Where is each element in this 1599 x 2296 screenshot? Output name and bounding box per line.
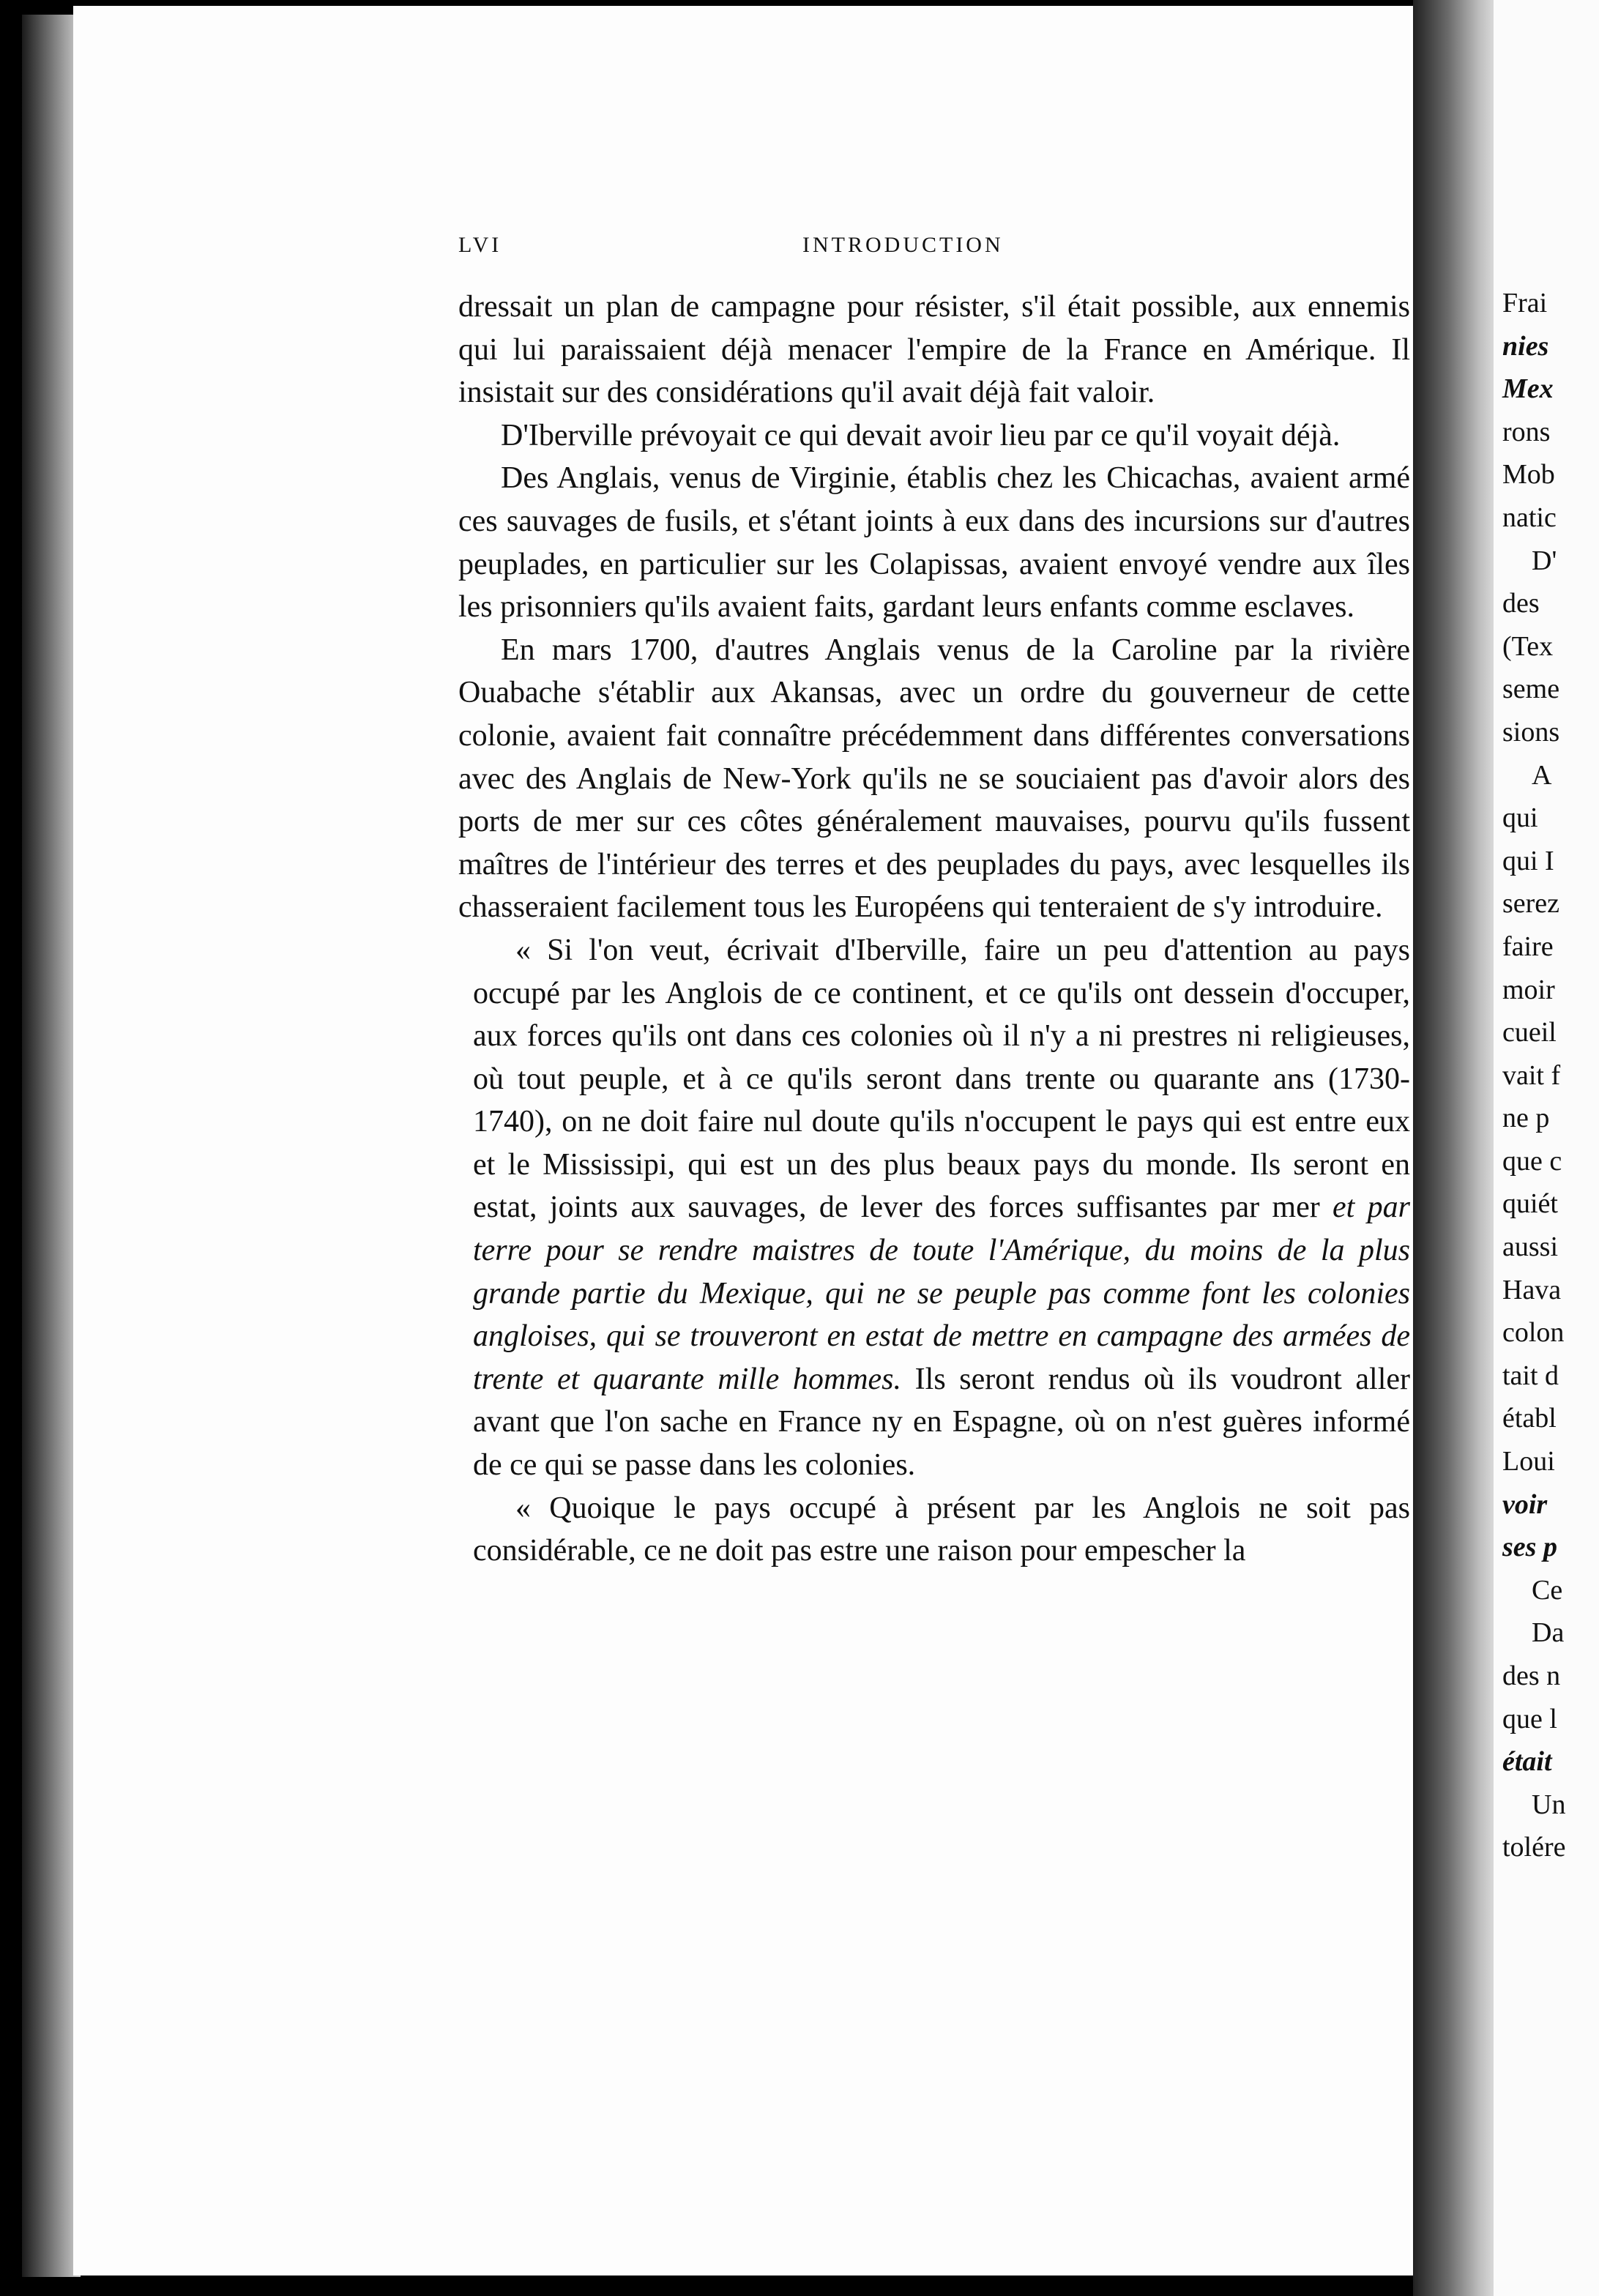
paragraph: D'Iberville prévoyait ce qui devait avoir lieu par ce qu'il voyait déjà. xyxy=(501,418,1341,452)
facing-line: tolére xyxy=(1502,1832,1566,1863)
facing-line: faire xyxy=(1502,931,1554,962)
facing-line: (Tex xyxy=(1502,630,1554,662)
quoted-paragraph: « Quoique le pays occupé à présent par les Anglois ne soit pas considérable, ce ne doit pas estre une raison pour empescher la xyxy=(473,1491,1410,1568)
facing-line: était xyxy=(1502,1746,1552,1778)
quote-italic-text: et par terre pour se rendre maistres de toute l'Amérique, du moins de la plus grande partie du Mexique, qui ne se peuple pas comme font les colonies angloises, qui se trouveront en estat de mettre en campagne des armées de trente et quarante mille hommes. xyxy=(473,1190,1411,1396)
quote-text: Ils seront rendus où ils voudront aller avant que l'on sache en France ny en Espagne, où on n'est guères informé de ce qui se passe dans les colonies. xyxy=(473,1362,1411,1483)
quote-text: « Si l'on veut, écrivait d'Iberville, faire un peu d'attention au pays occupé par les Anglois de ce continent, et ce qu'ils ont dessein d'occuper, aux forces qu'ils ont dans ces colonies où il n'y a ni prestres ni religieuses, où tout peuple, et à ce qu'ils seront dans trente ou quarante ans (1730-1740), on ne doit faire nul doute qu'ils n'occupent le pays qui est entre eux et le Mississipi, qui est un des plus beaux pays du monde. Ils seront en estat, joints aux sauvages, de lever des forces suffisantes par mer xyxy=(473,933,1410,1225)
facing-line: nies xyxy=(1502,330,1549,362)
page-body xyxy=(458,286,1410,1573)
facing-line: Da xyxy=(1532,1617,1565,1649)
paragraph: Des Anglais, venus de Virginie, établis chez les Chicachas, avaient armé ces sauvages de fusils, et s'étant joints à eux dans des incursions sur d'autres peuplades, en particulier sur les Colapissas, avaient envoyé vendre aux îles les prisonniers qu'ils avaient faits, gardant leurs enfants comme esclaves. xyxy=(458,461,1410,625)
facing-line: seme xyxy=(1502,674,1560,705)
facing-line: qui xyxy=(1502,802,1538,834)
facing-line: Un xyxy=(1532,1789,1566,1820)
page-number: LVI xyxy=(458,233,502,257)
facing-line: moir xyxy=(1502,974,1555,1005)
facing-line: Frai xyxy=(1502,288,1548,318)
facing-line: Loui xyxy=(1502,1446,1555,1477)
quoted-paragraph xyxy=(458,929,1410,1487)
running-title: INTRODUCTION xyxy=(802,233,1004,257)
facing-line: D' xyxy=(1532,545,1557,576)
facing-line: quiét xyxy=(1502,1188,1558,1220)
facing-line: ne p xyxy=(1502,1103,1550,1134)
paragraph: En mars 1700, d'autres Anglais venus de la Caroline par la rivière Ouabache s'établir aux Akansas, avec un ordre du gouverneur de cette colonie, avaient fait connaître précédemment dans différentes conversations avec des Anglais de New-York qu'ils ne se souciaient pas d'avoir alors des ports de mer sur ces côtes généralement mauvaises, pourvu qu'ils fussent maîtres de l'intérieur des terres et des peuplades du pays, avec lesquelles ils chasseraient facilement tous les Européens qui tenteraient de s'y introduire. xyxy=(458,633,1410,925)
book-gutter xyxy=(1413,0,1501,2296)
facing-line: Hava xyxy=(1502,1274,1562,1305)
facing-line: Mex xyxy=(1502,373,1554,405)
facing-line: colon xyxy=(1502,1317,1565,1349)
facing-line: cueil xyxy=(1502,1017,1557,1048)
facing-line: établ xyxy=(1502,1403,1557,1434)
facing-page-text xyxy=(1502,282,1599,1869)
facing-line: voir xyxy=(1502,1488,1548,1520)
facing-line: A xyxy=(1532,759,1552,791)
facing-line: des n xyxy=(1502,1660,1561,1691)
facing-line: ses p xyxy=(1502,1532,1557,1563)
facing-line: serez xyxy=(1502,888,1560,920)
facing-line: qui I xyxy=(1502,845,1554,876)
facing-line: que l xyxy=(1502,1703,1557,1734)
paragraph: dressait un plan de campagne pour résister, s'il était possible, aux ennemis qui lui paraissaient déjà menacer l'empire de la France en Amérique. Il insistait sur des considérations qu'il avait déjà fait valoir. xyxy=(458,290,1410,410)
facing-line: vait f xyxy=(1502,1059,1561,1091)
facing-line: tait d xyxy=(1502,1360,1559,1391)
facing-line: Mob xyxy=(1502,459,1555,491)
facing-line: rons xyxy=(1502,416,1551,447)
facing-line: natic xyxy=(1502,502,1557,533)
facing-line: que c xyxy=(1502,1145,1562,1177)
facing-line: des xyxy=(1502,588,1540,619)
facing-line: sions xyxy=(1502,716,1560,748)
facing-line: aussi xyxy=(1502,1231,1558,1263)
facing-line: Ce xyxy=(1532,1574,1563,1606)
left-page-edge xyxy=(22,15,81,2277)
